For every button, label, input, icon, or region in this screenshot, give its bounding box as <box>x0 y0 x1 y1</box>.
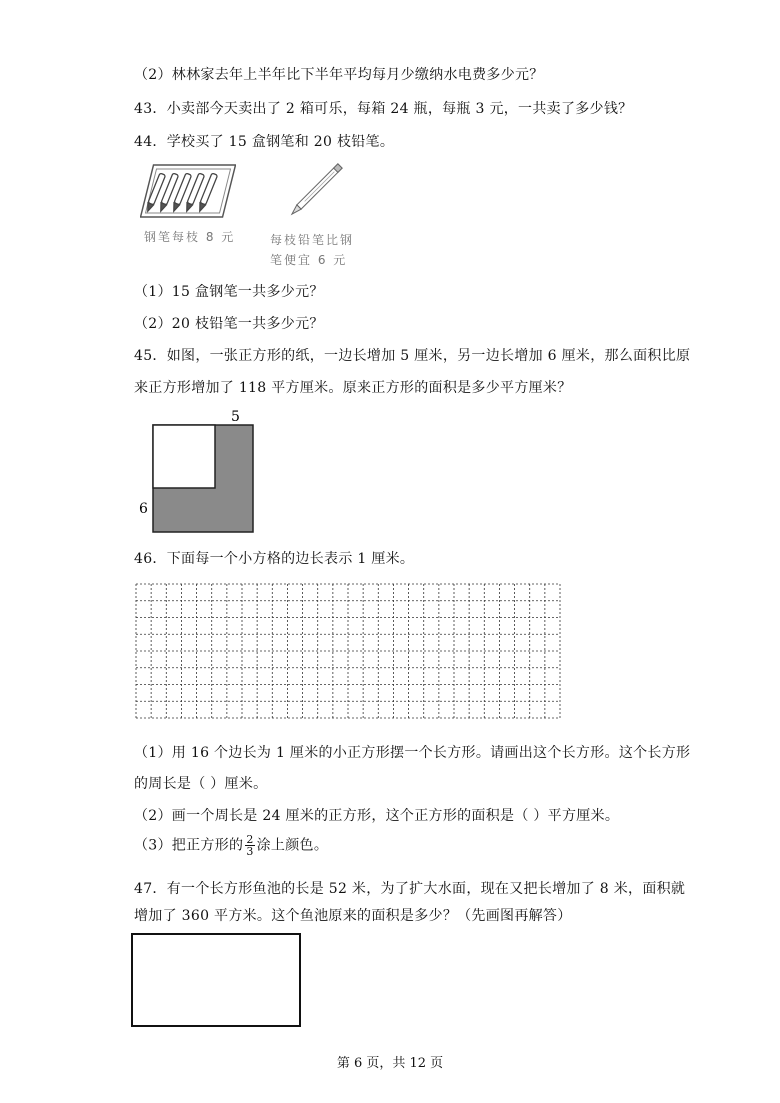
pen-box-illustration <box>140 163 236 223</box>
pencil-illustration <box>280 162 350 218</box>
pencil-caption-line2: 笔便宜 6 元 <box>270 253 348 267</box>
q46-sub2: （2）画一个周长是 24 厘米的正方形，这个正方形的面积是（ ）平方厘米。 <box>134 808 620 824</box>
q47-line2: 增加了 360 平方米。这个鱼池原来的面积是多少？（先画图再解答） <box>134 908 572 924</box>
q46-sub3-prefix: （3）把正方形的 <box>134 837 244 854</box>
page-footer: 第 6 页，共 12 页 <box>336 1056 444 1071</box>
q46-sub3-suffix: 涂上颜色。 <box>256 837 329 854</box>
q44-sub1: （1）15 盒钢笔一共多少元？ <box>134 284 324 300</box>
q46-dashed-grid[interactable] <box>135 583 561 719</box>
q45-line1: 45．如图，一张正方形的纸，一边长增加 5 厘米，另一边长增加 6 厘米，那么面积比原 <box>134 348 691 364</box>
q43: 43．小卖部今天卖出了 2 箱可乐，每箱 24 瓶，每瓶 3 元，一共卖了多少钱？ <box>134 101 633 117</box>
q42-part2: （2）林林家去年上半年比下半年平均每月少缴纳水电费多少元？ <box>134 67 544 83</box>
q46-stem: 46．下面每一个小方格的边长表示 1 厘米。 <box>134 551 415 567</box>
fraction-numerator: 2 <box>246 833 254 846</box>
pencil-caption-line1: 每枝铅笔比钢 <box>270 233 355 247</box>
q44-sub2: （2）20 枝铅笔一共多少元？ <box>134 316 324 332</box>
q45-line2: 来正方形增加了 118 平方厘米。原来正方形的面积是多少平方厘米？ <box>134 380 572 396</box>
q45-label-6: 6 <box>139 501 148 517</box>
q46-sub1-line2: 的周长是（ ）厘米。 <box>134 776 268 792</box>
q45-square-figure <box>135 405 265 535</box>
q45-label-5: 5 <box>231 409 240 425</box>
q44-stem: 44．学校买了 15 盒钢笔和 20 枝铅笔。 <box>134 134 395 150</box>
q46-sub3 <box>134 834 328 857</box>
q47-line1: 47．有一个长方形鱼池的长是 52 米，为了扩大水面，现在又把长增加了 8 米，面积就 <box>134 881 686 897</box>
q47-answer-rectangle <box>131 933 301 1027</box>
q46-sub1-line1: （1）用 16 个边长为 1 厘米的小正方形摆一个长方形。请画出这个长方形。这个长方形 <box>134 745 691 761</box>
pen-caption: 钢笔每枝 8 元 <box>144 230 236 244</box>
fraction-two-thirds <box>245 834 254 857</box>
fraction-denominator: 3 <box>246 845 254 858</box>
